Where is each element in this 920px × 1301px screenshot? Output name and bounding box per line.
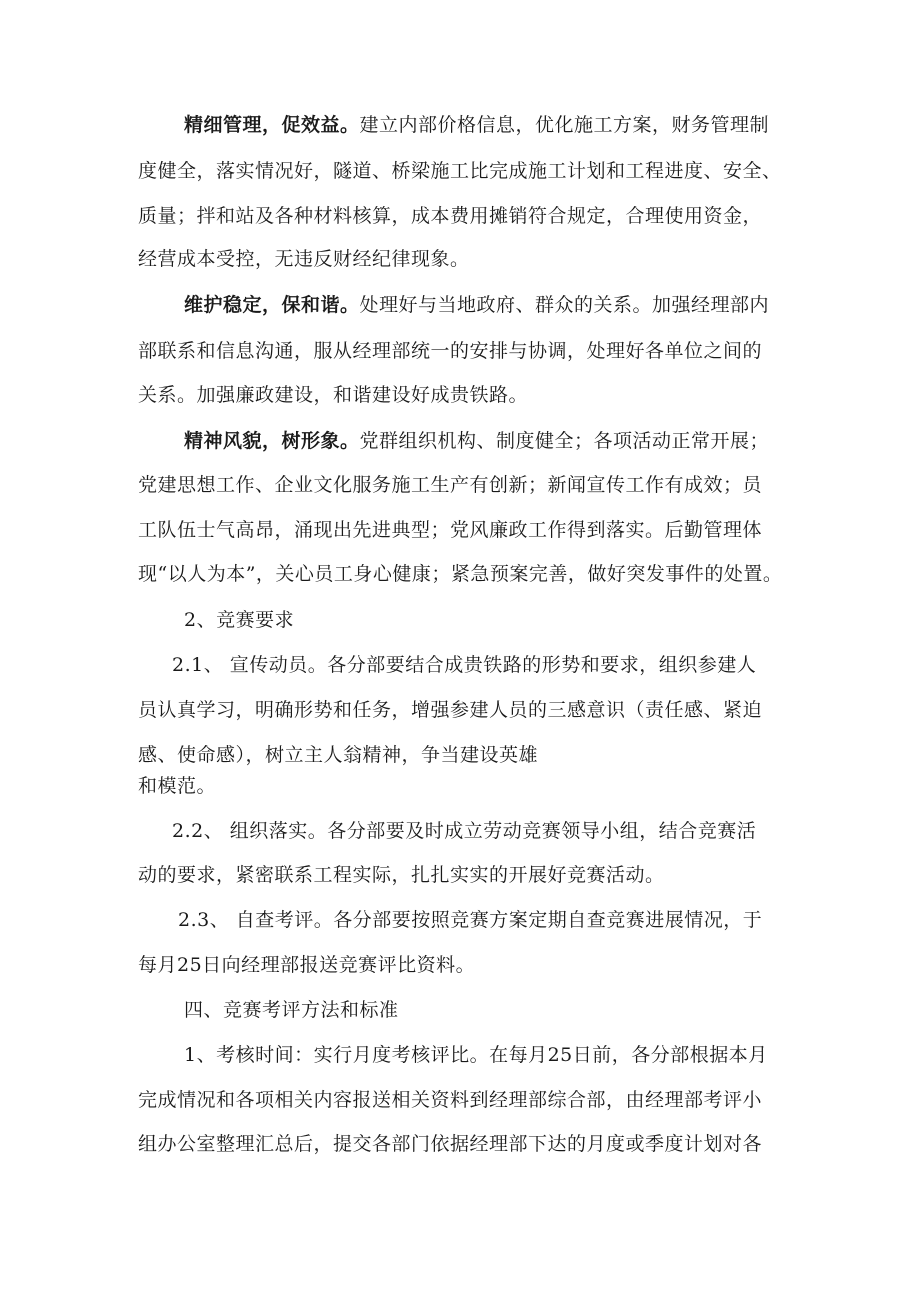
section-heading: 2、竞赛要求 xyxy=(184,609,295,631)
paragraph-line: 1、考核时间：实行月度考核评比。在每月25日前，各分部根据本月 xyxy=(184,1044,768,1066)
paragraph-text: 处理好与当地政府、群众的关系。加强经理部内 xyxy=(359,294,770,316)
section-heading: 四、竞赛考评方法和标准 xyxy=(184,999,399,1021)
paragraph-lead-bold: 精神风貌，树形象。 xyxy=(184,430,360,452)
paragraph-lead-bold: 精细管理，促效益。 xyxy=(184,114,360,136)
paragraph-line: 组办公室整理汇总后，提交各部门依据经理部下达的月度或季度计划对各 xyxy=(138,1133,763,1155)
paragraph-line: 质量；拌和站及各种材料核算，成本费用摊销符合规定，合理使用资金， xyxy=(138,205,763,227)
paragraph-line: 经营成本受控，无违反财经纪律现象。 xyxy=(138,248,470,270)
paragraph-line: 每月25日向经理部报送竞赛评比资料。 xyxy=(138,954,476,976)
paragraph-line: 员认真学习，明确形势和任务，增强参建人员的三感意识（责任感、紧迫 xyxy=(138,699,763,721)
paragraph-line: 2.1、 宣传动员。各分部要结合成贵铁路的形势和要求，组织参建人 xyxy=(172,654,757,676)
paragraph-line xyxy=(184,428,769,454)
paragraph-line: 2.3、 自查考评。各分部要按照竞赛方案定期自查竞赛进展情况，于 xyxy=(178,909,763,931)
paragraph-line: 感、使命感），树立主人翁精神，争当建设英雄 xyxy=(138,744,539,766)
paragraph-line: 工队伍士气高昂，涌现出先进典型；党风廉政工作得到落实。后勤管理体 xyxy=(138,519,763,541)
paragraph-line: 关系。加强廉政建设，和谐建设好成贵铁路。 xyxy=(138,384,529,406)
paragraph-lead-bold: 维护稳定，保和谐。 xyxy=(184,294,360,316)
paragraph-line: 2.2、 组织落实。各分部要及时成立劳动竞赛领导小组，结合竞赛活 xyxy=(172,820,757,842)
paragraph-text: 建立内部价格信息，优化施工方案，财务管理制 xyxy=(359,114,770,136)
paragraph-line: 部联系和信息沟通，服从经理部统一的安排与协调，处理好各单位之间的 xyxy=(138,340,763,362)
paragraph-line xyxy=(184,292,769,318)
paragraph-text: 党群组织机构、制度健全；各项活动正常开展； xyxy=(359,430,770,452)
paragraph-line: 和模范。 xyxy=(138,775,217,797)
paragraph-line: 党建思想工作、企业文化服务施工生产有创新；新闻宣传工作有成效；员 xyxy=(138,474,763,496)
paragraph-line: 现“以人为本”，关心员工身心健康；紧急预案完善，做好突发事件的处置。 xyxy=(138,563,783,585)
paragraph-line xyxy=(184,112,769,138)
paragraph-line: 度健全，落实情况好，隧道、桥梁施工比完成施工计划和工程进度、安全、 xyxy=(138,160,782,182)
paragraph-line: 完成情况和各项相关内容报送相关资料到经理部综合部，由经理部考评小 xyxy=(138,1089,763,1111)
paragraph-line: 动的要求，紧密联系工程实际，扎扎实实的开展好竞赛活动。 xyxy=(138,864,665,886)
